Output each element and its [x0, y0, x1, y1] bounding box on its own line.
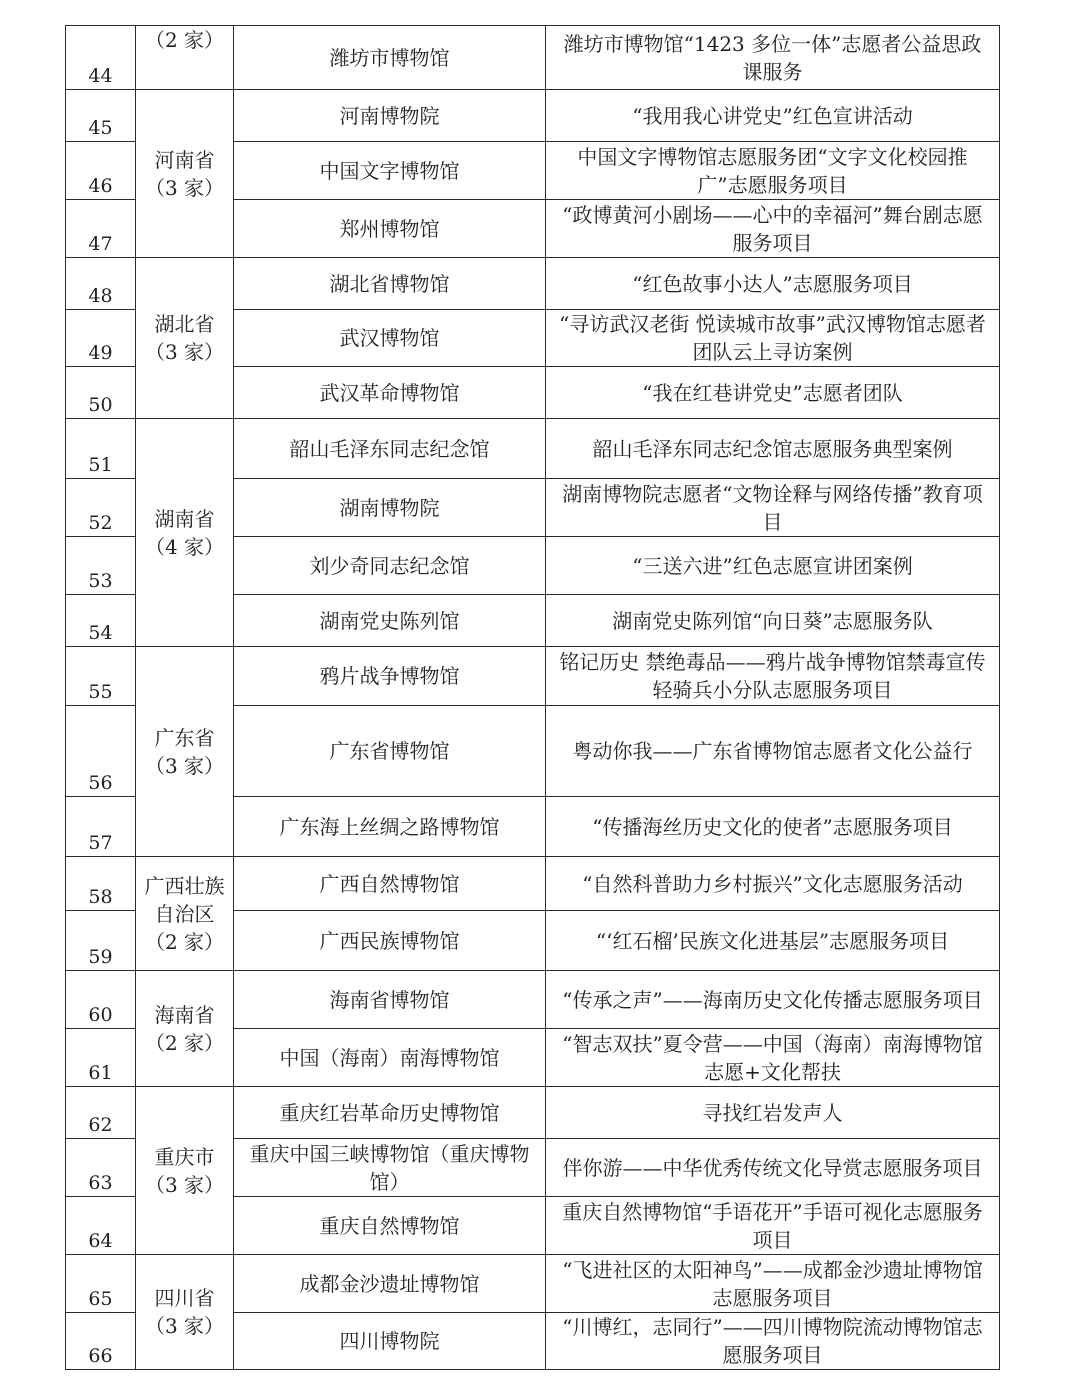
museum-name: 重庆中国三峡博物馆（重庆博物馆）	[234, 1139, 546, 1197]
project-name: “寻访武汉老街 悦读城市故事”武汉博物馆志愿者团队云上寻访案例	[546, 310, 1000, 367]
project-name: “自然科普助力乡村振兴”文化志愿服务活动	[546, 857, 1000, 911]
row-number: 50	[66, 367, 136, 419]
row-number: 45	[66, 90, 136, 142]
table-row	[66, 971, 1000, 1029]
museum-name: 湖北省博物馆	[234, 258, 546, 310]
museum-name: 刘少奇同志纪念馆	[234, 537, 546, 595]
province-cell: 河南省（3 家）	[136, 90, 234, 258]
project-name: “飞进社区的太阳神鸟”——成都金沙遗址博物馆志愿服务项目	[546, 1255, 1000, 1313]
table-row	[66, 90, 1000, 142]
row-number: 64	[66, 1197, 136, 1255]
project-name: 重庆自然博物馆“手语花开”手语可视化志愿服务项目	[546, 1197, 1000, 1255]
museum-volunteer-table-page	[65, 25, 1000, 1370]
province-cell: 重庆市（3 家）	[136, 1087, 234, 1255]
row-number: 63	[66, 1139, 136, 1197]
row-number: 44	[66, 26, 136, 90]
museum-name: 郑州博物馆	[234, 200, 546, 258]
museum-name: 重庆红岩革命历史博物馆	[234, 1087, 546, 1139]
project-name: 中国文字博物馆志愿服务团“文字文化校园推广”志愿服务项目	[546, 142, 1000, 200]
project-name: 粤动你我——广东省博物馆志愿者文化公益行	[546, 706, 1000, 797]
museum-name: 武汉革命博物馆	[234, 367, 546, 419]
row-number: 59	[66, 911, 136, 971]
row-number: 61	[66, 1029, 136, 1087]
row-number: 60	[66, 971, 136, 1029]
province-cell: 海南省（2 家）	[136, 971, 234, 1087]
row-number: 46	[66, 142, 136, 200]
museum-name: 海南省博物馆	[234, 971, 546, 1029]
province-cell: 广东省（3 家）	[136, 647, 234, 857]
table-row	[66, 647, 1000, 706]
project-name: 潍坊市博物馆“1423 多位一体”志愿者公益思政课服务	[546, 26, 1000, 90]
project-name: “‘红石榴’民族文化进基层”志愿服务项目	[546, 911, 1000, 971]
row-number: 51	[66, 419, 136, 479]
province-cell: 四川省（3 家）	[136, 1255, 234, 1370]
row-number: 55	[66, 647, 136, 706]
museum-name: 中国文字博物馆	[234, 142, 546, 200]
project-name: 寻找红岩发声人	[546, 1087, 1000, 1139]
project-name: 湖南博物院志愿者“文物诠释与网络传播”教育项目	[546, 479, 1000, 537]
project-name: 铭记历史 禁绝毒品——鸦片战争博物馆禁毒宣传轻骑兵小分队志愿服务项目	[546, 647, 1000, 706]
row-number: 52	[66, 479, 136, 537]
table-row	[66, 419, 1000, 479]
project-name: 韶山毛泽东同志纪念馆志愿服务典型案例	[546, 419, 1000, 479]
project-name: “我在红巷讲党史”志愿者团队	[546, 367, 1000, 419]
museum-name: 广西民族博物馆	[234, 911, 546, 971]
museum-name: 中国（海南）南海博物馆	[234, 1029, 546, 1087]
museum-name: 广东海上丝绸之路博物馆	[234, 797, 546, 857]
project-name: “我用我心讲党史”红色宣讲活动	[546, 90, 1000, 142]
museum-name: 四川博物院	[234, 1313, 546, 1370]
table-row	[66, 857, 1000, 911]
project-name: “红色故事小达人”志愿服务项目	[546, 258, 1000, 310]
museum-name: 湖南博物院	[234, 479, 546, 537]
row-number: 56	[66, 706, 136, 797]
row-number: 66	[66, 1313, 136, 1370]
province-cell: 湖北省（3 家）	[136, 258, 234, 419]
province-cell: 湖南省（4 家）	[136, 419, 234, 647]
project-name: 湖南党史陈列馆“向日葵”志愿服务队	[546, 595, 1000, 647]
province-cell: （2 家）	[136, 26, 234, 90]
table-row	[66, 1255, 1000, 1313]
museum-name: 鸦片战争博物馆	[234, 647, 546, 706]
project-name: “智志双扶”夏令营——中国（海南）南海博物馆 志愿+文化帮扶	[546, 1029, 1000, 1087]
museum-name: 湖南党史陈列馆	[234, 595, 546, 647]
museum-name: 韶山毛泽东同志纪念馆	[234, 419, 546, 479]
row-number: 47	[66, 200, 136, 258]
row-number: 65	[66, 1255, 136, 1313]
table-row	[66, 1087, 1000, 1139]
museum-name: 河南博物院	[234, 90, 546, 142]
row-number: 48	[66, 258, 136, 310]
museum-name: 武汉博物馆	[234, 310, 546, 367]
table-row	[66, 26, 1000, 90]
project-name: 伴你游——中华优秀传统文化导赏志愿服务项目	[546, 1139, 1000, 1197]
row-number: 54	[66, 595, 136, 647]
museum-name: 成都金沙遗址博物馆	[234, 1255, 546, 1313]
project-name: “三送六进”红色志愿宣讲团案例	[546, 537, 1000, 595]
museum-volunteer-table	[65, 25, 1000, 1370]
row-number: 57	[66, 797, 136, 857]
table-row	[66, 258, 1000, 310]
row-number: 53	[66, 537, 136, 595]
project-name: “传播海丝历史文化的使者”志愿服务项目	[546, 797, 1000, 857]
row-number: 49	[66, 310, 136, 367]
museum-name: 潍坊市博物馆	[234, 26, 546, 90]
project-name: “川博红，志同行”——四川博物院流动博物馆志愿服务项目	[546, 1313, 1000, 1370]
row-number: 62	[66, 1087, 136, 1139]
project-name: “传承之声”——海南历史文化传播志愿服务项目	[546, 971, 1000, 1029]
province-cell: 广西壮族自治区（2 家）	[136, 857, 234, 971]
row-number: 58	[66, 857, 136, 911]
project-name: “政博黄河小剧场——心中的幸福河”舞台剧志愿服务项目	[546, 200, 1000, 258]
museum-name: 重庆自然博物馆	[234, 1197, 546, 1255]
museum-name: 广东省博物馆	[234, 706, 546, 797]
museum-name: 广西自然博物馆	[234, 857, 546, 911]
